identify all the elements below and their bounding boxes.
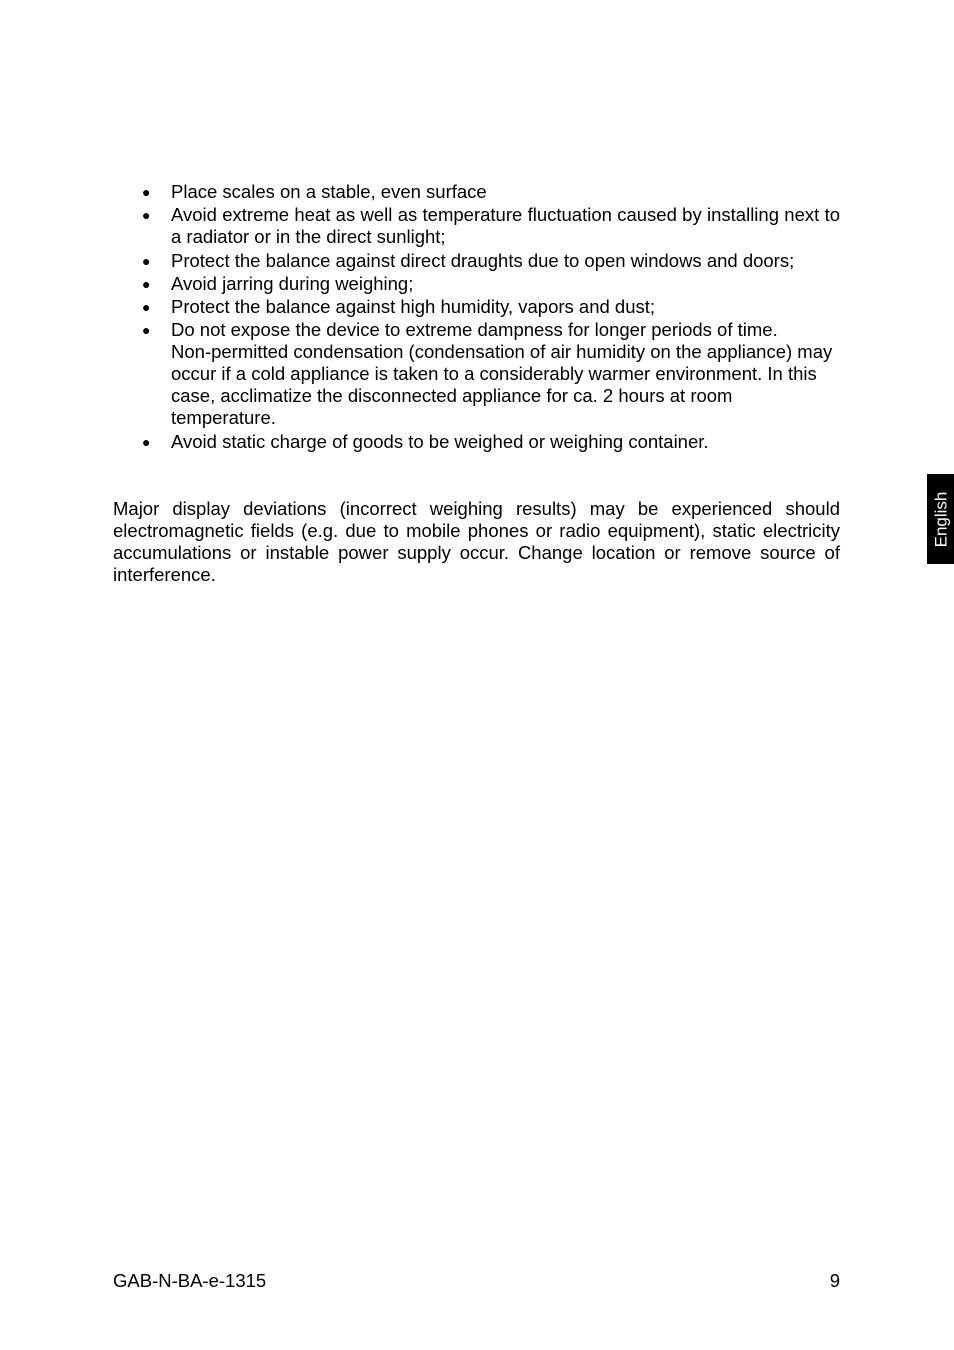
list-item — [142, 250, 840, 272]
interference-paragraph: Major display deviations (incorrect weighing results) may be experienced should electromagnetic fields (e.g. due to mobile phones or radio equipment), static electricity accumulations or instable power supply occur. Change location or remove source of interference. — [113, 498, 840, 585]
list-item — [142, 181, 840, 203]
list-item — [142, 204, 840, 248]
bullet-icon: ● — [142, 299, 151, 316]
list-item — [142, 431, 840, 453]
footer-document-id: GAB-N-BA-e-1315 — [113, 1270, 267, 1291]
list-item — [142, 319, 840, 429]
list-item — [142, 273, 840, 295]
bullet-icon: ● — [142, 207, 151, 224]
condensation-note: Non-permitted condensation (condensation of air humidity on the appliance) may occur if a cold appliance is taken to a considerably warmer environment. In this case, acclimatize the disconnected appliance for ca. 2 hours at room temperature. — [171, 341, 833, 429]
installation-guidelines-list — [142, 181, 840, 454]
list-item-text: Avoid static charge of goods to be weighed or weighing container. — [171, 430, 709, 452]
bullet-icon: ● — [142, 184, 151, 200]
list-item — [142, 296, 840, 318]
language-tab — [927, 474, 954, 564]
footer-page-number: 9 — [829, 1270, 840, 1291]
bullet-icon: ● — [142, 275, 151, 292]
list-item-text: Do not expose the device to extreme dampness for longer periods of time. — [171, 319, 778, 341]
bullet-icon: ● — [142, 433, 151, 450]
list-item-text: Avoid extreme heat as well as temperature fluctuation caused by installing next to a radiator or in the direct sunlight; — [171, 204, 840, 248]
language-tab-label: English — [931, 491, 951, 547]
list-item-text: Place scales on a stable, even surface — [171, 181, 487, 202]
list-item-text: Avoid jarring during weighing; — [171, 272, 414, 294]
bullet-icon: ● — [142, 252, 151, 269]
list-item-text: Protect the balance against direct draughts due to open windows and doors; — [171, 249, 795, 271]
list-item-text: Protect the balance against high humidity, vapors and dust; — [171, 296, 656, 318]
bullet-icon: ● — [142, 322, 151, 339]
